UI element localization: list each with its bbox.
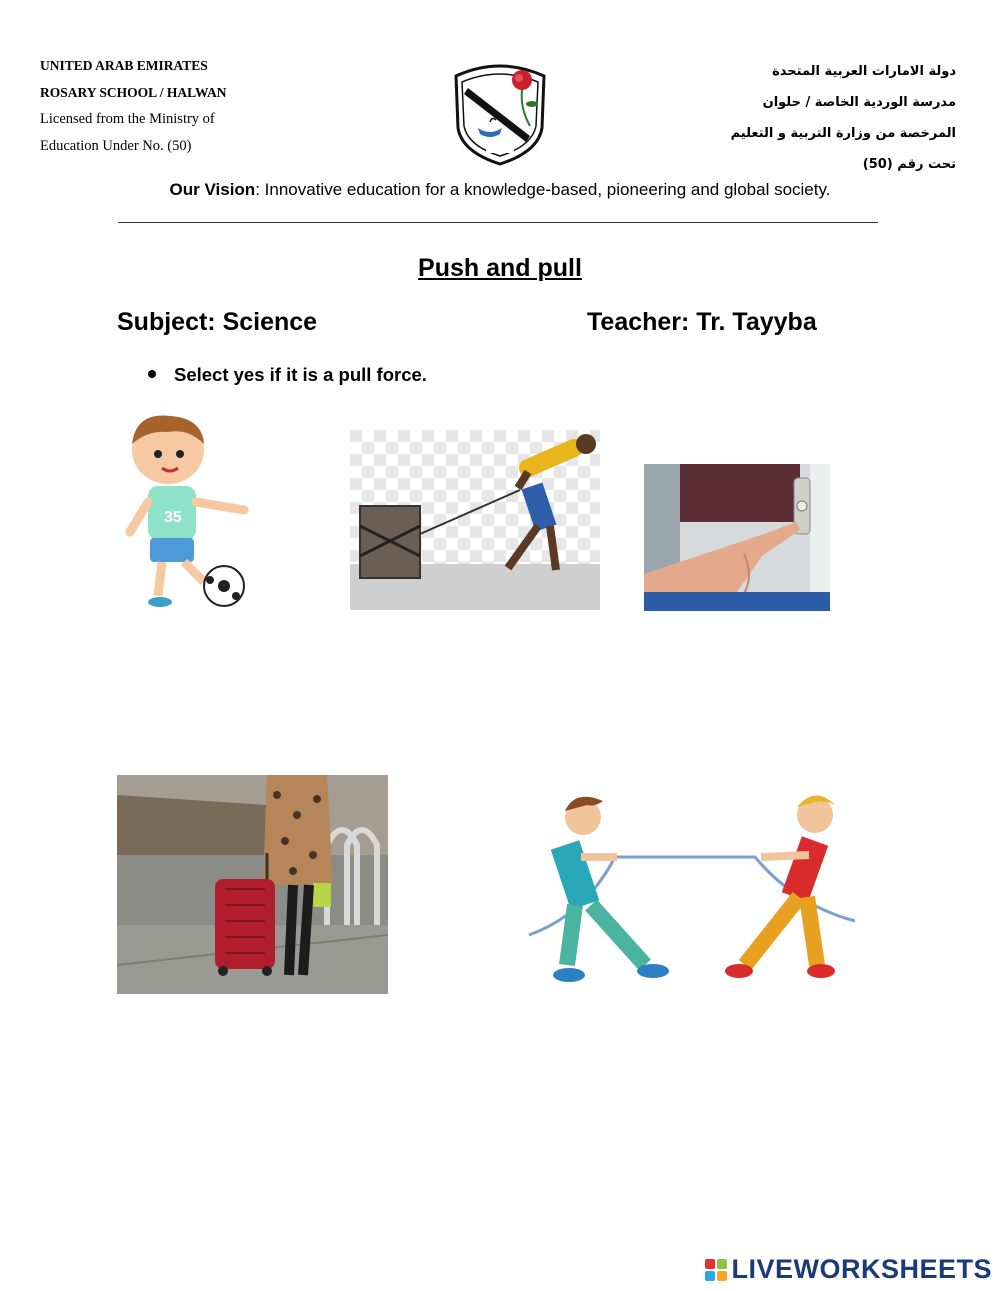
header-license-arabic: المرخصة من وزارة التربية و التعليم (730, 126, 956, 141)
vision-label: Our Vision (169, 180, 256, 199)
boy-kicking-ball-image (118, 410, 253, 610)
worksheet-title: Push and pull (418, 254, 582, 282)
header-license-line: Licensed from the Ministry of (40, 111, 215, 127)
header-left-block (40, 52, 340, 160)
tug-of-war-image (525, 785, 860, 995)
svg-text:35: 35 (164, 509, 182, 526)
instruction-text: Select yes if it is a pull force. (174, 364, 427, 385)
teacher-label: Teacher: Tr. Tayyba (587, 308, 817, 336)
instruction (148, 364, 427, 386)
header-divider (118, 222, 878, 223)
vision-statement (0, 180, 1000, 200)
header-license-number-arabic: تحت رقم (50) (862, 157, 956, 172)
liveworksheets-grid-icon (705, 1259, 727, 1281)
vision-text: : Innovative education for a knowledge-based, pioneering and global society. (255, 180, 831, 199)
header-country: UNITED ARAB EMIRATES (40, 58, 208, 73)
doorbell-press-image (644, 464, 830, 611)
man-pulling-box-image (350, 430, 600, 610)
subject-label: Subject: Science (117, 308, 318, 336)
rosary-school-crest-icon (450, 58, 550, 168)
header-school-name-arabic: مدرسة الوردية الخاصة / حلوان (762, 95, 956, 110)
bullet-icon (148, 370, 156, 378)
header-school-name: ROSARY SCHOOL / HALWAN (40, 85, 227, 100)
suitcase-pull-image (117, 775, 388, 994)
header-country-arabic: دولة الامارات العربية المتحدة (772, 64, 956, 79)
header-license-number: Education Under No. (50) (40, 138, 192, 154)
header-right-block (596, 56, 956, 180)
liveworksheets-brand-text: LIVEWORKSHEETS (731, 1254, 992, 1284)
liveworksheets-logo (705, 1254, 992, 1285)
